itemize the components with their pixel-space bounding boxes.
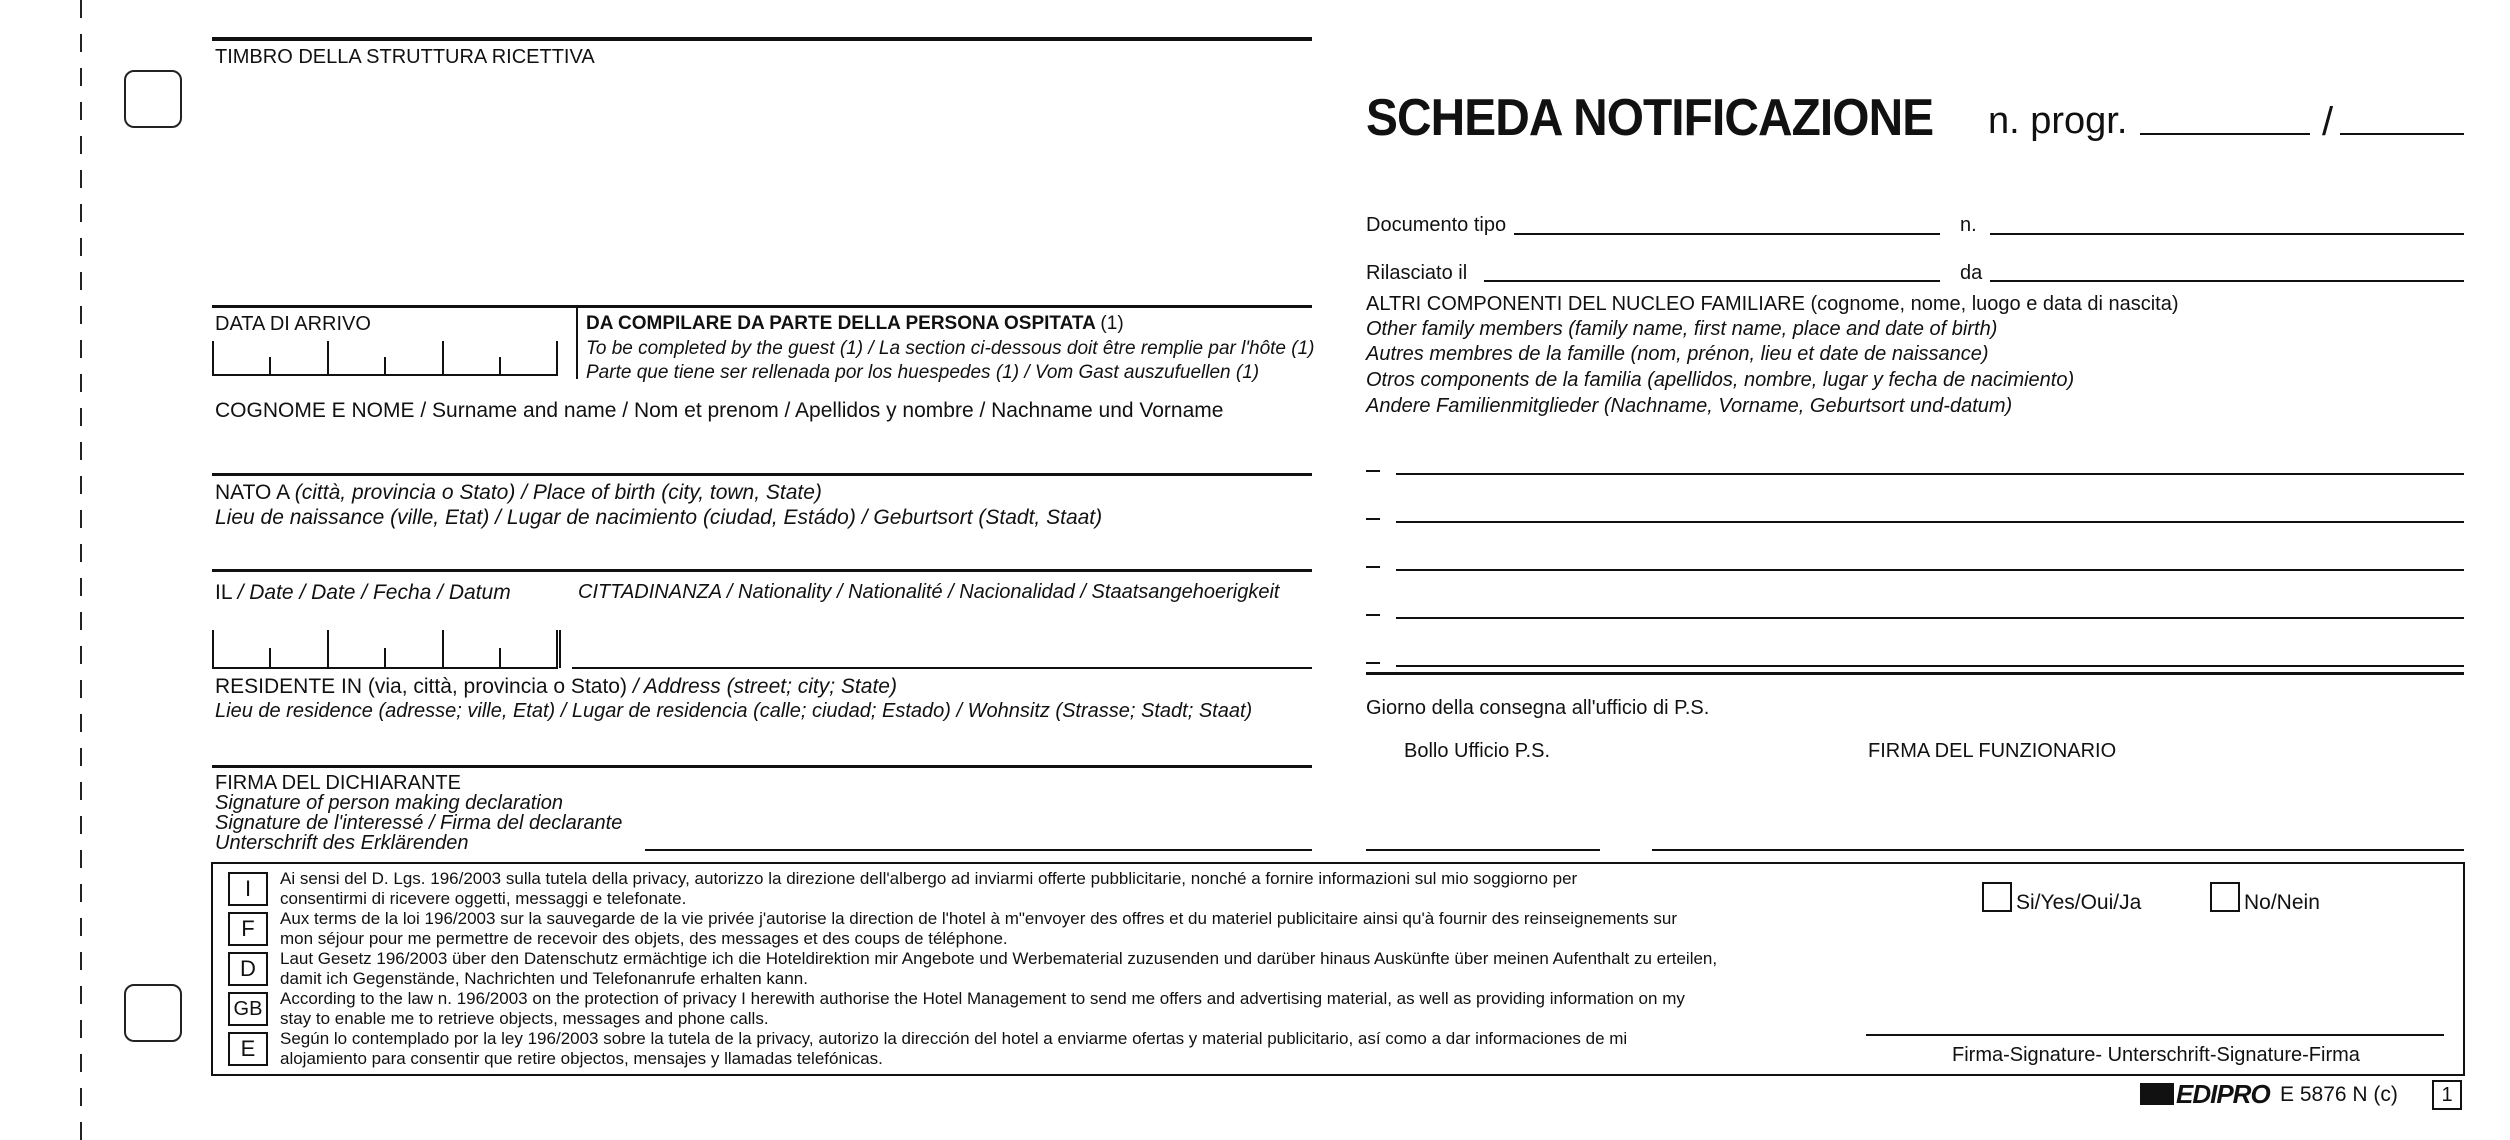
consent-no-label: No/Nein <box>2244 891 2320 914</box>
family-line3: Autres membres de la famille (nom, prénon, lieu et date de naissance) <box>1366 343 1989 365</box>
privacy-es-line2: alojamiento para consentir que retire objectos, mensajes y llamadas telefónicas. <box>280 1049 883 1068</box>
progr-number-field[interactable] <box>2140 133 2310 135</box>
born-top-rule <box>212 473 1312 476</box>
page-number: 1 <box>2432 1080 2462 1110</box>
officer-signature-label: FIRMA DEL FUNZIONARIO <box>1868 740 2117 762</box>
delivery-date-field[interactable] <box>1366 849 1600 851</box>
doc-type-label: Documento tipo <box>1366 214 1507 236</box>
privacy-fr-line1: Aux terms de la loi 196/2003 sur la sauvegarde de la vie privée j'autorise la direction de l'hotel à m"envoyer des offres et du materiel publicitaire ainsi qu'à fournir des reinseignements sur <box>280 909 1677 928</box>
family-line2: Other family members (family name, first name, place and date of birth) <box>1366 318 1998 340</box>
issued-by-field[interactable] <box>1990 280 2464 282</box>
family-member-field[interactable] <box>1396 617 2464 619</box>
privacy-gb-line2: stay to enable me to retrieve objects, messages and phone calls. <box>280 1009 769 1028</box>
privacy-gb-line1: According to the law n. 196/2003 on the protection of privacy I herewith authorise the Hotel Management to send me offers and advertising material, as well as providing information on my <box>280 989 1685 1008</box>
publisher-logo: EDIPRO <box>2140 1082 2270 1106</box>
stamp-label: TIMBRO DELLA STRUTTURA RICETTIVA <box>215 46 595 68</box>
arrival-date-boxes[interactable] <box>212 341 558 375</box>
privacy-it-line1: Ai sensi del D. Lgs. 196/2003 sulla tutela della privacy, autorizzo la direzione dell'albergo ad inviarmi offerte pubblicitarie, nonché a fornire informazioni sul mio soggiorno per <box>280 869 1578 888</box>
form-code: E 5876 N (c) <box>2280 1083 2398 1106</box>
lang-badge-it: I <box>228 872 268 906</box>
family-member-field[interactable] <box>1396 521 2464 523</box>
privacy-it-line2: consentirmi di ricevere oggetti, messaggi e telefonate. <box>280 889 687 908</box>
progr-label: n. progr. <box>1988 100 2128 142</box>
birth-date-boxes[interactable] <box>212 630 558 668</box>
doc-number-label: n. <box>1960 214 1977 236</box>
family-member-field[interactable] <box>1396 473 2464 475</box>
guest-fill-title: DA COMPILARE DA PARTE DELLA PERSONA OSPITATA (1) <box>586 313 1124 334</box>
progr-separator: / <box>2322 100 2334 144</box>
progr-year-field[interactable] <box>2340 133 2464 135</box>
family-line5: Andere Familienmitglieder (Nachname, Vorname, Geburtsort und-datum) <box>1366 395 2013 417</box>
issued-by-label: da <box>1960 262 1983 284</box>
consent-signature-label: Firma-Signature- Unterschrift-Signature-Firma <box>1952 1044 2360 1066</box>
lang-badge-gb: GB <box>228 992 268 1026</box>
family-line1: ALTRI COMPONENTI DEL NUCLEO FAMILIARE (cognome, nome, luogo e data di nascita) <box>1366 293 2179 315</box>
guest-fill-line2: Parte que tiene ser rellenada por los huespedes (1) / Vom Gast auszufuellen (1) <box>586 362 1260 383</box>
date-top-rule <box>212 569 1312 572</box>
arrival-divider <box>576 305 578 379</box>
surname-label: COGNOME E NOME / Surname and name / Nom et prenom / Apellidos y nombre / Nachname und Vorname <box>215 399 1224 422</box>
privacy-de-line1: Laut Gesetz 196/2003 über den Datenschutz ermächtige ich die Hoteldirektion mir Angebote und Werbematerial zuzusenden und darüber hinaus Auskünfte über meinen Aufenthalt zu erteilen, <box>280 949 1718 968</box>
privacy-es-line1: Según lo contemplado por la ley 196/2003 sobre la tutela de la privacy, autorizo la dirección del hotel a enviarme ofertas y material publicitario, así como a dar informaciones de mi <box>280 1029 1628 1048</box>
lang-badge-de: D <box>228 952 268 986</box>
arrival-label: DATA DI ARRIVO <box>215 313 371 335</box>
born-line1: NATO A (città, provincia o Stato) / Place of birth (city, town, State) <box>215 481 822 504</box>
issued-label: Rilasciato il <box>1366 262 1468 284</box>
arrival-top-rule <box>212 305 1312 308</box>
officer-signature-field[interactable] <box>1652 849 2464 851</box>
residence-line1: RESIDENTE IN (via, città, provincia o Stato) / Address (street; city; State) <box>215 675 897 698</box>
consent-no-checkbox[interactable] <box>2210 882 2240 912</box>
binding-hole-top <box>124 70 182 128</box>
office-stamp-label: Bollo Ufficio P.S. <box>1404 740 1551 762</box>
privacy-de-line2: damit ich Gegenstände, Nachrichten und Telefonanrufe erhalten kann. <box>280 969 808 988</box>
consent-yes-label: Si/Yes/Oui/Ja <box>2016 891 2142 914</box>
form-title: SCHEDA NOTIFICAZIONE <box>1366 89 1934 147</box>
guest-fill-line1: To be completed by the guest (1) / La section ci-dessous doit être remplie par l'hôte (1) <box>586 338 1315 359</box>
family-member-field[interactable] <box>1396 665 2464 667</box>
signature-line1: FIRMA DEL DICHIARANTE <box>215 772 461 794</box>
privacy-fr-line2: mon séjour pour me permettre de recevoir des objets, des messages et des coups de téléphone. <box>280 929 1008 948</box>
lang-badge-fr: F <box>228 912 268 946</box>
citizenship-divider <box>559 630 561 668</box>
lang-badge-es: E <box>228 1032 268 1066</box>
residence-line2: Lieu de residence (adresse; ville, Etat) / Lugar de residencia (calle; ciudad; Estado) / Wohnsitz (Strasse; Stadt; Staat) <box>215 700 1253 722</box>
citizenship-field[interactable] <box>572 667 1312 669</box>
doc-number-field[interactable] <box>1990 233 2464 235</box>
delivery-label: Giorno della consegna all'ufficio di P.S. <box>1366 697 1710 719</box>
doc-type-field[interactable] <box>1514 233 1940 235</box>
citizenship-label: CITTADINANZA / Nationality / Nationalité / Nacionalidad / Staatsangehoerigkeit <box>578 581 1280 603</box>
consent-yes-checkbox[interactable] <box>1982 882 2012 912</box>
stamp-top-rule <box>212 37 1312 41</box>
police-section-rule <box>1366 672 2464 675</box>
issued-date-field[interactable] <box>1484 280 1940 282</box>
signature-top-rule <box>212 765 1312 768</box>
consent-signature-field[interactable] <box>1866 1034 2444 1036</box>
signature-line2: Signature of person making declaration <box>215 792 563 814</box>
binding-hole-bottom <box>124 984 182 1042</box>
signature-line4: Unterschrift des Erklärenden <box>215 832 469 854</box>
guest-signature-field[interactable] <box>645 849 1312 851</box>
family-member-field[interactable] <box>1396 569 2464 571</box>
birth-date-label: IL / Date / Date / Fecha / Datum <box>215 581 511 604</box>
born-line2: Lieu de naissance (ville, Etat) / Lugar de nacimiento (ciudad, Estádo) / Geburtsort (Stadt, Staat) <box>215 506 1103 529</box>
family-line4: Otros components de la familia (apellidos, nombre, lugar y fecha de nacimiento) <box>1366 369 2075 391</box>
signature-line3: Signature de l'interessé / Firma del declarante <box>215 812 623 834</box>
